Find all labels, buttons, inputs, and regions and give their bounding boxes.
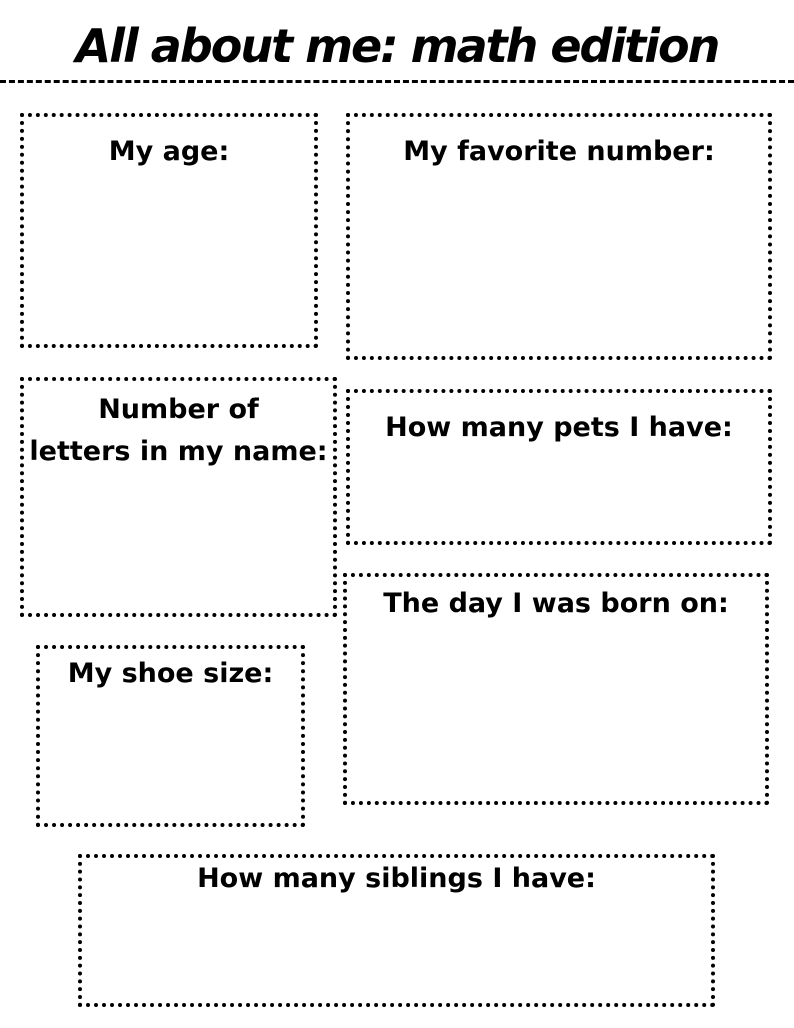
letters-in-name-box[interactable] — [20, 377, 337, 617]
my-age-box[interactable] — [20, 113, 318, 348]
favorite-number-box[interactable] — [346, 113, 772, 360]
pets-box[interactable] — [346, 389, 772, 545]
my-age-label: My age: — [108, 136, 230, 167]
born-day-box[interactable] — [343, 573, 769, 805]
page-title: All about me: math edition — [75, 19, 719, 73]
favorite-number-label: My favorite number: — [403, 136, 715, 167]
shoe-size-box[interactable] — [36, 645, 305, 827]
title-divider — [0, 80, 794, 83]
born-day-label: The day I was born on: — [383, 588, 729, 619]
siblings-box[interactable] — [78, 854, 715, 1007]
shoe-size-label: My shoe size: — [67, 658, 274, 689]
letters-in-name-label: Number of letters in my name: — [29, 394, 328, 467]
pets-label: How many pets I have: — [385, 412, 733, 443]
siblings-label: How many siblings I have: — [197, 863, 596, 894]
